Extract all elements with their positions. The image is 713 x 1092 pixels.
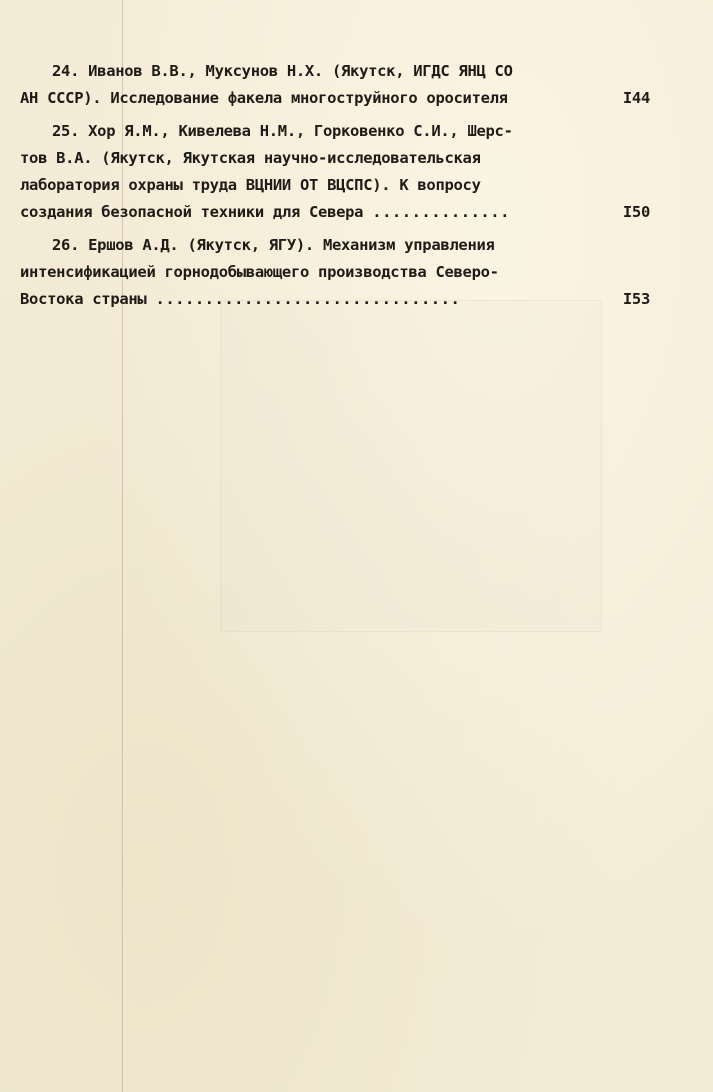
toc-entry-24: [20, 58, 650, 112]
toc-entry-25: [20, 118, 650, 226]
dot-leader: ...............................: [155, 290, 461, 308]
page-number: I53: [622, 290, 650, 308]
entry-line: лаборатория охраны труда ВЦНИИ ОТ ВЦСПС). К вопросу: [20, 176, 481, 194]
bleed-through-shadow: [220, 300, 602, 632]
table-of-contents: [20, 58, 650, 319]
entry-line: 25. Хор Я.М., Кивелева Н.М., Горковенко С.И., Шерс-: [52, 122, 513, 140]
entry-line: [20, 286, 650, 313]
toc-entry-26: [20, 232, 650, 313]
page-number: I44: [622, 89, 650, 107]
entry-line: тов В.А. (Якутск, Якутская научно-исследовательская: [20, 149, 481, 167]
entry-line-text: создания безопасной техники для Севера: [20, 203, 364, 221]
page-number: I50: [622, 203, 650, 221]
entry-line: интенсификацией горнодобывающего производства Северо-: [20, 263, 499, 281]
dot-leader: ..............: [372, 203, 510, 221]
entry-line: [20, 85, 650, 112]
entry-line: 26. Ершов А.Д. (Якутск, ЯГУ). Механизм управления: [52, 236, 495, 254]
entry-line: [20, 199, 650, 226]
entry-line: 24. Иванов В.В., Муксунов Н.Х. (Якутск, ИГДС ЯНЦ СО: [52, 62, 513, 80]
entry-line-text: АН СССР). Исследование факела многоструйного оросителя: [20, 89, 508, 107]
entry-line-text: Востока страны: [20, 290, 147, 308]
